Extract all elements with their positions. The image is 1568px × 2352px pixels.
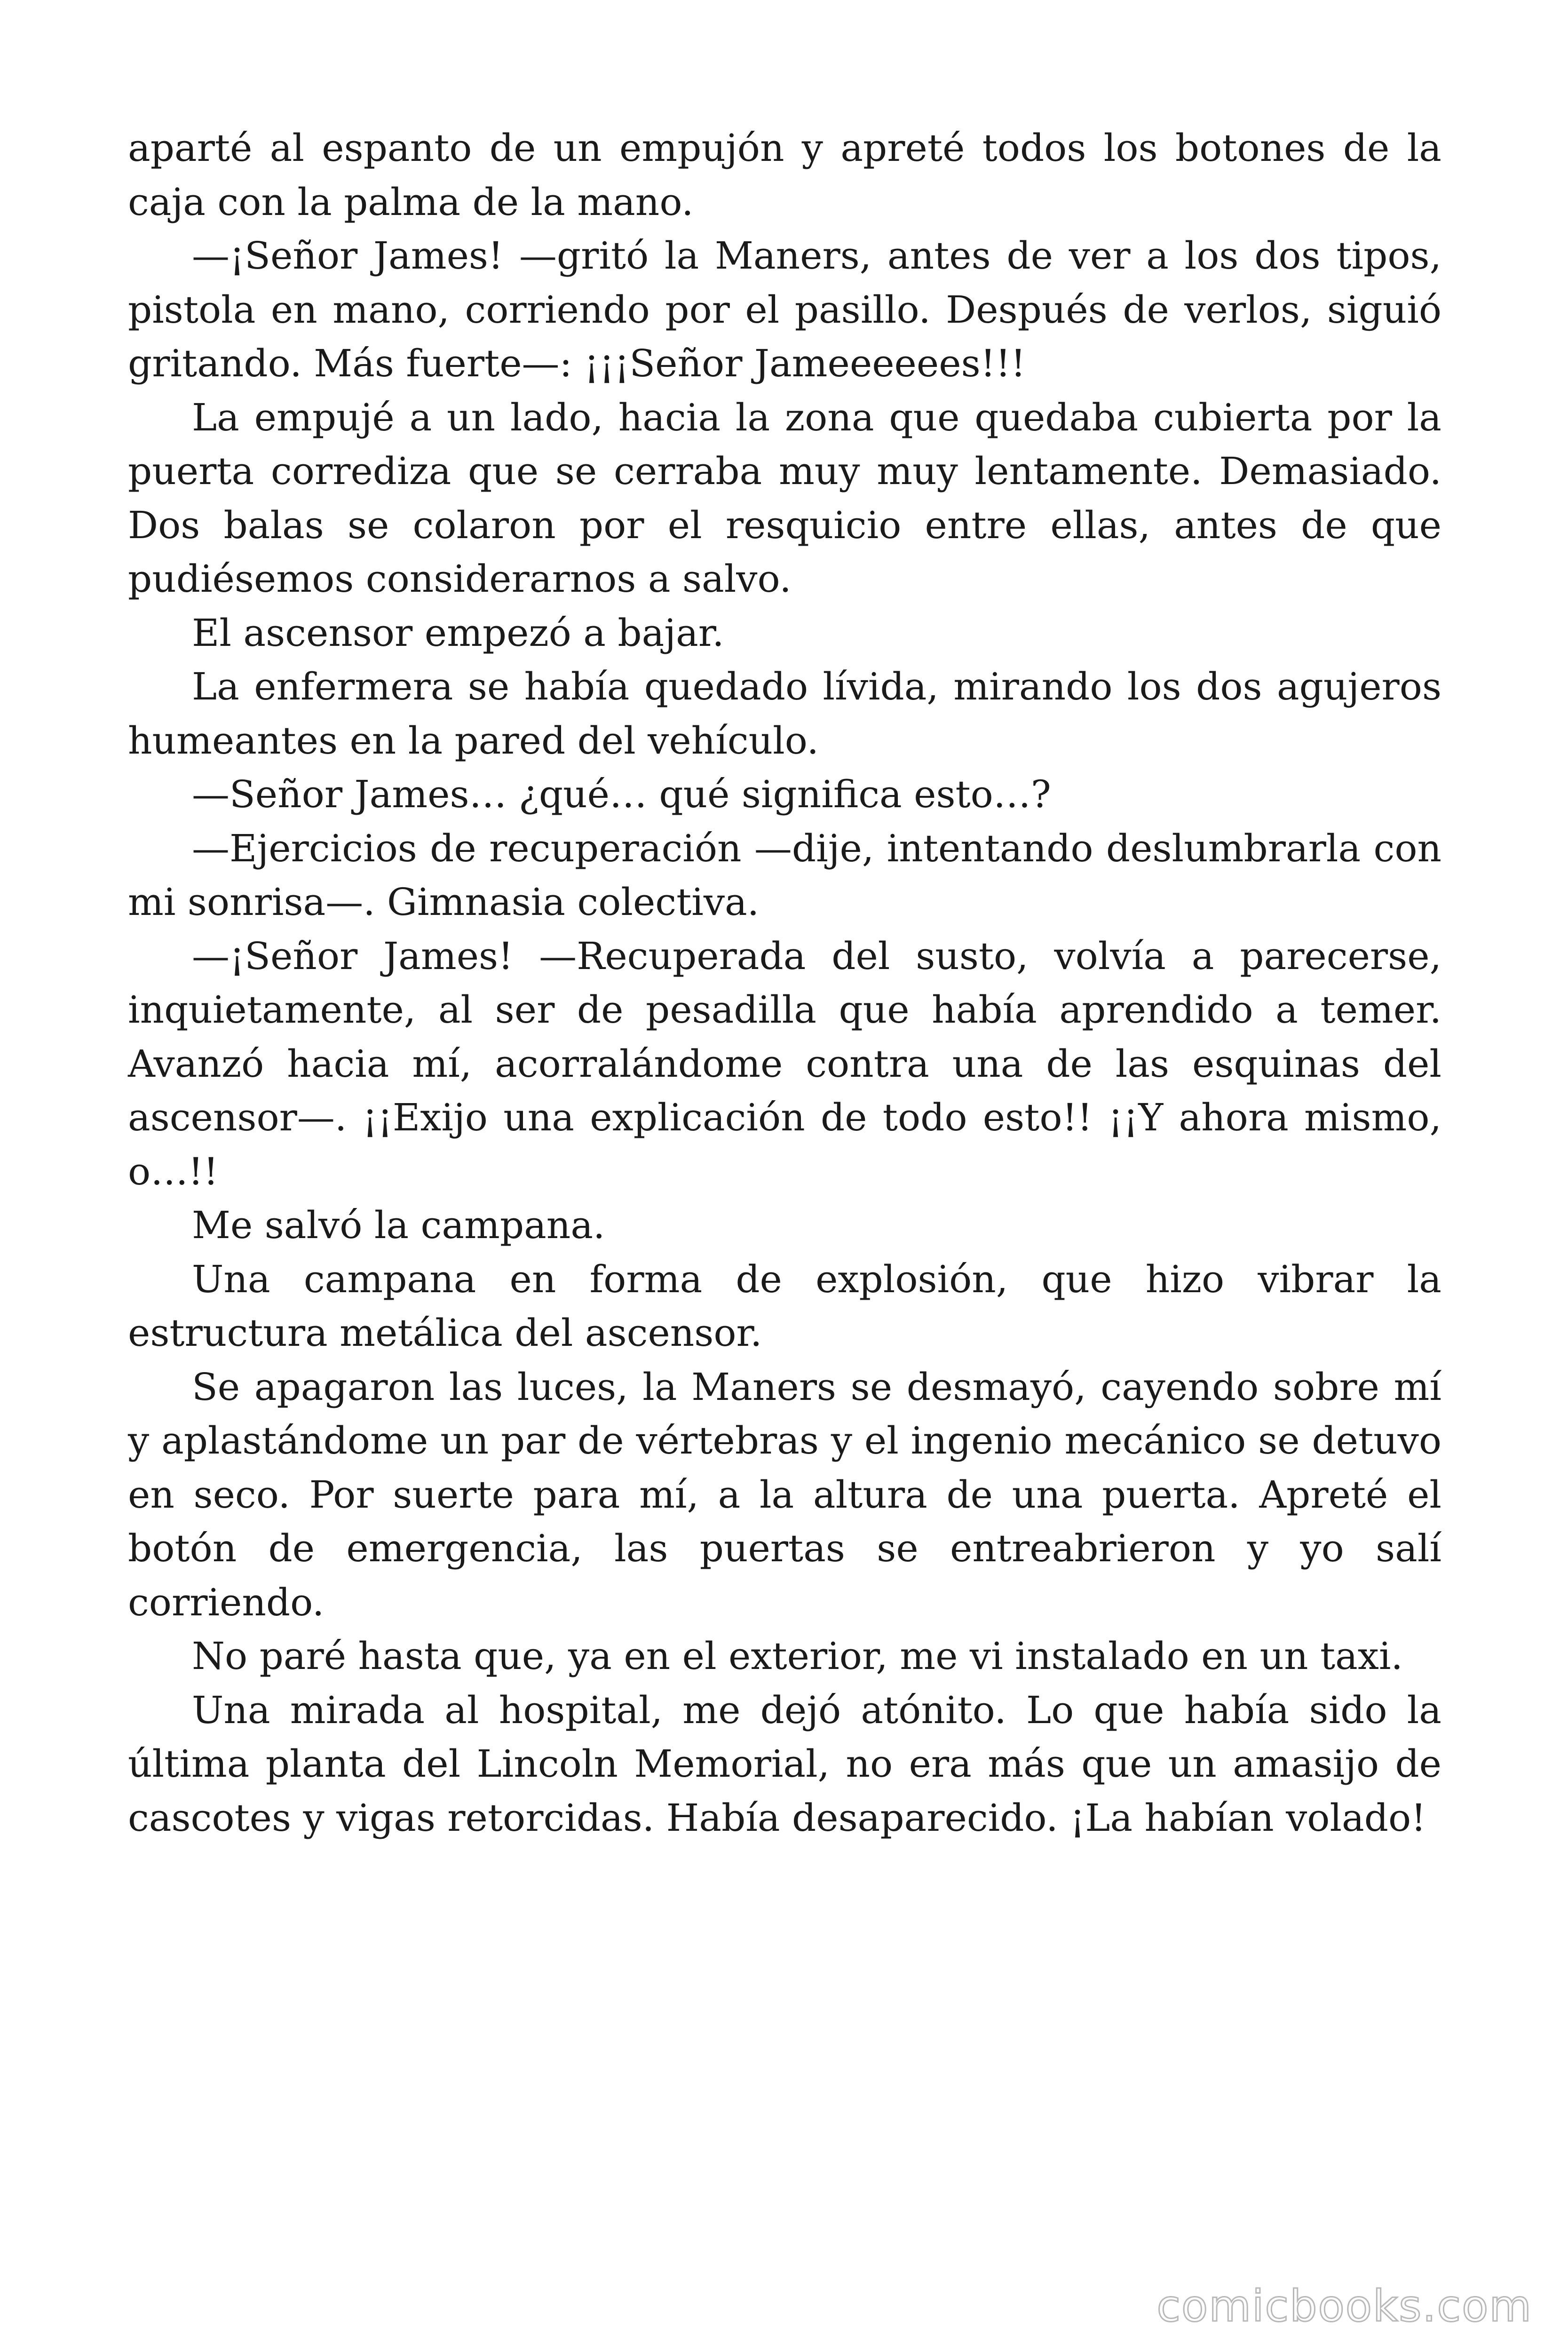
paragraph-sliding-door: La empujé a un lado, hacia la zona que quedaba cubierta por la puerta corrediza que se cerraba muy muy lentamente. Demasiado. Dos balas se colaron por el resquicio entre ellas, antes de que pudiésemos considerarnos a salvo.	[128, 395, 1441, 601]
paragraph-hospital-destroyed: Una mirada al hospital, me dejó atónito. Lo que había sido la última planta del Lincoln Memorial, no era más que un amasijo de cascotes y vigas retorcidas. Había desaparecido. ¡La habían volado!	[128, 1688, 1441, 1840]
paragraph-dialogue-demand: —¡Señor James! —Recuperada del susto, volvía a parecerse, inquietamente, al ser de pesadilla que había aprendido a temer. Avanzó hacia mí, acorralándome contra una de las esquinas del ascensor—. ¡¡Exijo una explicación de todo esto!! ¡¡Y ahora mismo, o…!!	[128, 934, 1441, 1193]
paragraph-taxi: No paré hasta que, ya en el exterior, me vi instalado en un taxi.	[192, 1634, 1403, 1678]
paragraph-lights-out: Se apagaron las luces, la Maners se desmayó, cayendo sobre mí y aplastándome un par de vértebras y el ingenio mecánico se detuvo en seco. Por suerte para mí, a la altura de una puerta. Apreté el botón de emergencia, las puertas se entreabrieron y yo salí corriendo.	[128, 1365, 1441, 1624]
paragraph-dialogue-maners-shouts: —¡Señor James! —gritó la Maners, antes de ver a los dos tipos, pistola en mano, corriendo por el pasillo. Después de verlos, siguió gritando. Más fuerte—: ¡¡¡Señor Jameeeeees!!!	[128, 234, 1441, 385]
paragraph-elevator-descends: El ascensor empezó a bajar.	[192, 611, 724, 655]
body-text	[128, 121, 1441, 1845]
paragraph-dialogue-exercises: —Ejercicios de recuperación —dije, intentando deslumbrarla con mi sonrisa—. Gimnasia colectiva.	[128, 826, 1441, 924]
paragraph-saved-by-bell: Me salvó la campana.	[192, 1203, 605, 1247]
watermark-logo: comicbooks.com	[1156, 2281, 1532, 2331]
paragraph-dialogue-question: —Señor James… ¿qué… qué significa esto…?	[192, 772, 1051, 816]
paragraph-nurse-pale: La enfermera se había quedado lívida, mirando los dos agujeros humeantes en la pared del vehículo.	[128, 665, 1441, 763]
paragraph-continuation: aparté al espanto de un empujón y apreté todos los botones de la caja con la palma de la mano.	[128, 126, 1441, 224]
paragraph-explosion: Una campana en forma de explosión, que hizo vibrar la estructura metálica del ascensor.	[128, 1257, 1441, 1355]
